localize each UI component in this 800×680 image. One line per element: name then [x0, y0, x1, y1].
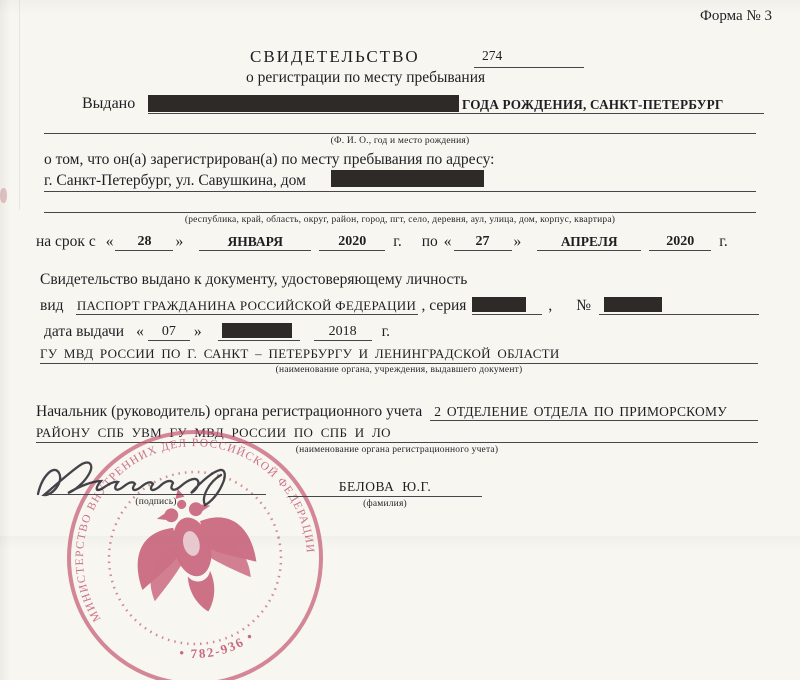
surname-line [288, 496, 482, 498]
signature-line [44, 494, 266, 496]
scan-smudge [0, 188, 7, 203]
surname-value: БЕЛОВА Ю.Г. [338, 479, 432, 494]
issued-to-suffix: ГОДА РОЖДЕНИЯ, САНКТ-ПЕТЕРБУРГ [462, 97, 724, 112]
authority-row [36, 401, 758, 421]
quote-close-2: » [513, 233, 522, 250]
document-issuer: ГУ МВД РОССИИ ПО Г. САНКТ – ПЕТЕРБУРГУ И ЛЕНИНГРАДСКОЙ ОБЛАСТИ [40, 346, 758, 364]
document-type-label: вид [40, 297, 64, 314]
redacted-month-box [222, 323, 292, 338]
quote-open-3: « [136, 323, 144, 340]
scan-crease [19, 0, 20, 210]
period-to-year: 2020 [649, 234, 711, 251]
period-year-suffix-2: г. [719, 233, 728, 250]
fio-line [44, 133, 756, 135]
address-caption: (республика, край, область, округ, район, город, пгт, село, деревня, аул, улица, дом, корпус, квартира) [184, 215, 616, 225]
period-to-day: 27 [454, 234, 512, 251]
period-to-month: АПРЕЛЯ [537, 234, 641, 251]
period-row [36, 231, 728, 251]
form-number-label: Форма № 3 [700, 8, 772, 24]
quote-open-2: « [443, 233, 452, 250]
address-line-2 [44, 212, 756, 214]
quote-close-1: » [175, 233, 184, 250]
address-prefix: г. Санкт-Петербург, ул. Савушкина, дом [44, 172, 306, 189]
series-field [472, 294, 542, 315]
issue-date-month-field [218, 320, 300, 341]
document-statement: Свидетельство выдано к документу, удостоверяющему личность [40, 271, 468, 288]
series-comma: , [548, 297, 553, 314]
period-year-suffix-1: г. [393, 233, 402, 250]
issued-to-label: Выдано [82, 95, 136, 112]
period-from-month: ЯНВАРЯ [199, 234, 311, 251]
redacted-house-box [331, 170, 484, 187]
document-issuer-caption: (наименование органа, учреждения, выдавшего документ) [275, 365, 523, 375]
series-label: , серия [421, 297, 467, 314]
issued-to-line [148, 96, 764, 114]
number-label: № [576, 297, 592, 314]
fio-caption: (Ф. И. О., год и место рождения) [330, 136, 470, 146]
issue-date-year: 2018 [314, 324, 372, 341]
period-from-year: 2020 [319, 234, 385, 251]
issue-date-day: 07 [148, 324, 190, 341]
quote-close-3: » [193, 323, 202, 340]
number-field [599, 294, 759, 315]
period-from-day: 28 [115, 234, 173, 251]
redacted-number-box [604, 297, 662, 312]
quote-open-1: « [105, 233, 114, 250]
issue-date-row [44, 321, 390, 341]
certificate-title: СВИДЕТЕЛЬСТВО [250, 47, 420, 66]
address-line-1 [44, 191, 756, 193]
issue-date-year-suffix: г. [381, 323, 391, 340]
authority-value-line1: 2 ОТДЕЛЕНИЕ ОТДЕЛА ПО ПРИМОРСКОМУ [430, 404, 758, 421]
document-type-row [40, 295, 759, 315]
certificate-subtitle: о регистрации по месту пребывания [246, 69, 486, 86]
period-label: на срок с [36, 233, 96, 250]
signature-caption: (подпись) [135, 497, 177, 507]
certificate-number: 274 [474, 48, 584, 68]
surname-caption: (фамилия) [363, 499, 407, 509]
authority-label: Начальник (руководитель) органа регистрационного учета [36, 403, 423, 420]
document-type-value: ПАСПОРТ ГРАЖДАНИНА РОССИЙСКОЙ ФЕДЕРАЦИИ [76, 298, 417, 313]
redacted-series-box [472, 297, 526, 312]
stamp-number-text: • 782-936 • [178, 627, 258, 661]
registration-statement: о том, что он(а) зарегистрирован(а) по месту пребывания по адресу: [44, 151, 495, 168]
authority-caption: (наименование органа регистрационного учета) [295, 445, 499, 455]
period-to-label: по [421, 233, 438, 250]
stamp-ring-text: МИНИСТЕРСТВО ВНУТРЕННИХ ДЕЛ РОССИЙСКОЙ ФЕДЕРАЦИИ [73, 437, 317, 624]
authority-value-line2: РАЙОНУ СПБ УВМ ГУ МВД РОССИИ ПО СПБ И ЛО [36, 425, 758, 443]
issue-date-label: дата выдачи [44, 323, 125, 340]
